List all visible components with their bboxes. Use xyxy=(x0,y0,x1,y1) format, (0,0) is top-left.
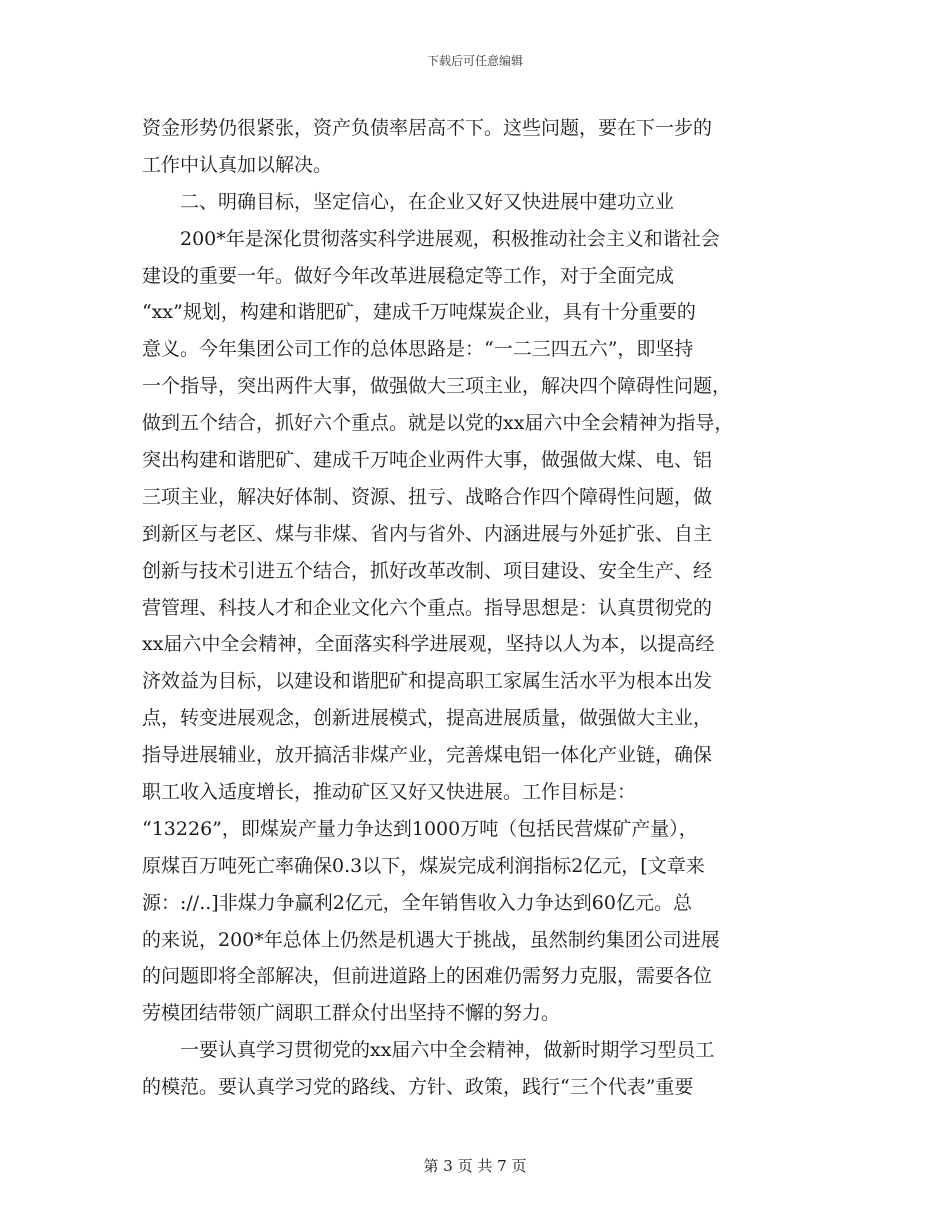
body-line: 三项主业，解决好体制、资源、扭亏、战略合作四个障碍性问题，做 xyxy=(142,485,713,508)
body-line: 劳模团结带领广阔职工群众付出坚持不懈的努力。 xyxy=(142,1002,561,1025)
body-line: 原煤百万吨死亡率确保0.3以下，煤炭完成利润指标2亿元，[文章来 xyxy=(142,854,705,877)
body-line: 一要认真学习贯彻党的xx届六中全会精神，做新时期学习型员工 xyxy=(142,1039,715,1062)
body-line: 指导进展辅业，放开搞活非煤产业，完善煤电铝一体化产业链，确保 xyxy=(142,744,713,767)
body-line: 工作中认真加以解决。 xyxy=(142,153,333,176)
body-line: 突出构建和谐肥矿、建成千万吨企业两件大事，做强做大煤、电、铝 xyxy=(142,449,713,472)
body-line: 到新区与老区、煤与非煤、省内与省外、内涵进展与外延扩张、自主 xyxy=(142,522,713,545)
body-line: 200*年是深化贯彻落实科学进展观，积极推动社会主义和谐社会 xyxy=(142,227,720,250)
page-number-footer: 第 3 页 共 7 页 xyxy=(423,1157,527,1175)
body-line: 点，转变进展观念，创新进展模式，提高进展质量，做强做大主业， xyxy=(142,707,713,730)
body-line: 意义。今年集团公司工作的总体思路是：“一二三四五六”，即坚持 xyxy=(142,338,694,361)
body-line: “13226”，即煤炭产量力争达到1000万吨（包括民营煤矿产量）， xyxy=(142,817,698,840)
body-line: 做到五个结合，抓好六个重点。就是以党的xx届六中全会精神为指导， xyxy=(142,412,734,435)
body-line: 的问题即将全部解决，但前进道路上的困难仍需努力克服，需要各位 xyxy=(142,965,713,988)
body-line: xx届六中全会精神，全面落实科学进展观，坚持以人为本，以提高经 xyxy=(142,633,715,656)
body-line: 源：://..]非煤力争赢利2亿元，全年销售收入力争达到60亿元。总 xyxy=(142,891,692,914)
document-body xyxy=(142,110,822,1106)
body-line: 营管理、科技人才和企业文化六个重点。指导思想是：认真贯彻党的 xyxy=(142,596,713,619)
body-line: 创新与技术引进五个结合，抓好改革改制、项目建设、安全生产、经 xyxy=(142,559,713,582)
page-header: 下载后可任意编辑 xyxy=(426,54,523,68)
body-line: 一个指导，突出两件大事，做强做大三项主业，解决四个障碍性问题， xyxy=(142,375,732,398)
body-line: 资金形势仍很紧张，资产负债率居高不下。这些问题，要在下一步的 xyxy=(142,117,713,139)
body-line: 职工收入适度增长，推动矿区又好又快进展。工作目标是： xyxy=(142,781,637,804)
body-line: “xx”规划，构建和谐肥矿，建成千万吨煤炭企业，具有十分重要的 xyxy=(142,301,696,324)
body-line: 建设的重要一年。做好今年改革进展稳定等工作，对于全面完成 xyxy=(142,264,675,287)
body-line: 的来说，200*年总体上仍然是机遇大于挑战，虽然制约集团公司进展 xyxy=(142,928,720,951)
body-line: 的模范。要认真学习党的路线、方针、政策，践行“三个代表”重要 xyxy=(142,1076,694,1099)
body-line: 济效益为目标，以建设和谐肥矿和提高职工家属生活水平为根本出发 xyxy=(142,670,713,693)
section-heading: 二、明确目标，坚定信心，在企业又好又快进展中建功立业 xyxy=(142,190,675,213)
